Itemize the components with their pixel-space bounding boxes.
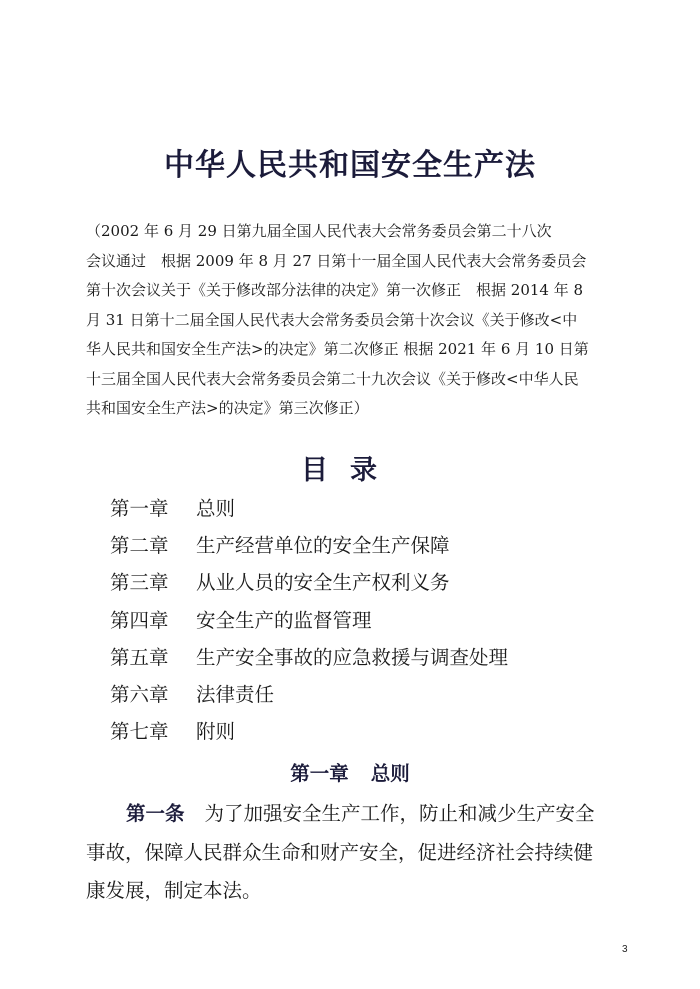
history-line: 十三届全国人民代表大会常务委员会第二十九次会议《关于修改<中华人民: [86, 369, 579, 388]
page-number: 3: [622, 944, 628, 955]
toc-chapter-number: 第五章: [110, 645, 169, 669]
article-line: 事故，保障人民群众生命和财产安全，促进经济社会持续健: [86, 840, 594, 864]
history-line: 会议通过 根据 2009 年 8 月 27 日第十一届全国人民代表大会常务委员会: [86, 251, 587, 270]
toc-item: [110, 563, 630, 600]
toc-chapter-name: 附则: [196, 720, 236, 744]
toc-title: 目录: [301, 455, 399, 486]
article-text: 为了加强安全生产工作，防止和减少生产安全: [204, 802, 595, 825]
history-line: 华人民共和国安全生产法>的决定》第二次修正 根据 2021 年 6 月 10 日第: [86, 340, 589, 358]
toc-chapter-name: 总则: [196, 496, 236, 520]
toc-chapter-name: 生产安全事故的应急救援与调查处理: [196, 645, 509, 669]
toc-chapter-number: 第二章: [110, 533, 169, 557]
toc-chapter-number: 第六章: [110, 683, 169, 707]
toc-chapter-number: 第一章: [110, 496, 169, 520]
toc-chapter-number: 第三章: [110, 571, 169, 595]
toc-chapter-number: 第四章: [110, 608, 169, 632]
toc-item: [110, 488, 630, 525]
toc-item: [110, 674, 630, 711]
toc-item: [110, 525, 630, 562]
chapter-heading-name: 总则: [370, 762, 410, 785]
toc-chapter-name: 法律责任: [196, 683, 275, 707]
toc-chapter-name: 安全生产的监督管理: [196, 608, 372, 632]
article-1: [86, 795, 638, 911]
history-line: 第十次会议关于《关于修改部分法律的决定》第一次修正 根据 2014 年 8: [86, 281, 584, 299]
article-line: [86, 795, 638, 834]
toc-chapter-name: 生产经营单位的安全生产保障: [196, 533, 450, 557]
history-line: （2002 年 6 月 29 日第九届全国人民代表大会常务委员会第二十八次: [86, 222, 552, 240]
table-of-contents: [110, 488, 630, 749]
history-line: 共和国安全生产法>的决定》第三次修正）: [86, 399, 369, 417]
toc-item: [110, 600, 630, 637]
chapter-heading: [0, 758, 700, 786]
article-number: 第一条: [126, 802, 185, 825]
history-line: 月 31 日第十二届全国人民代表大会常务委员会第十次会议《关于修改<中: [86, 310, 578, 329]
legislative-history: [86, 217, 634, 424]
toc-chapter-name: 从业人员的安全生产权利义务: [196, 571, 450, 595]
article-line: 康发展，制定本法。: [86, 879, 262, 902]
document-title: 中华人民共和国安全生产法: [164, 148, 536, 183]
toc-item: [110, 712, 630, 749]
toc-item: [110, 637, 630, 674]
chapter-heading-number: 第一章: [290, 762, 349, 785]
toc-chapter-number: 第七章: [110, 720, 169, 744]
